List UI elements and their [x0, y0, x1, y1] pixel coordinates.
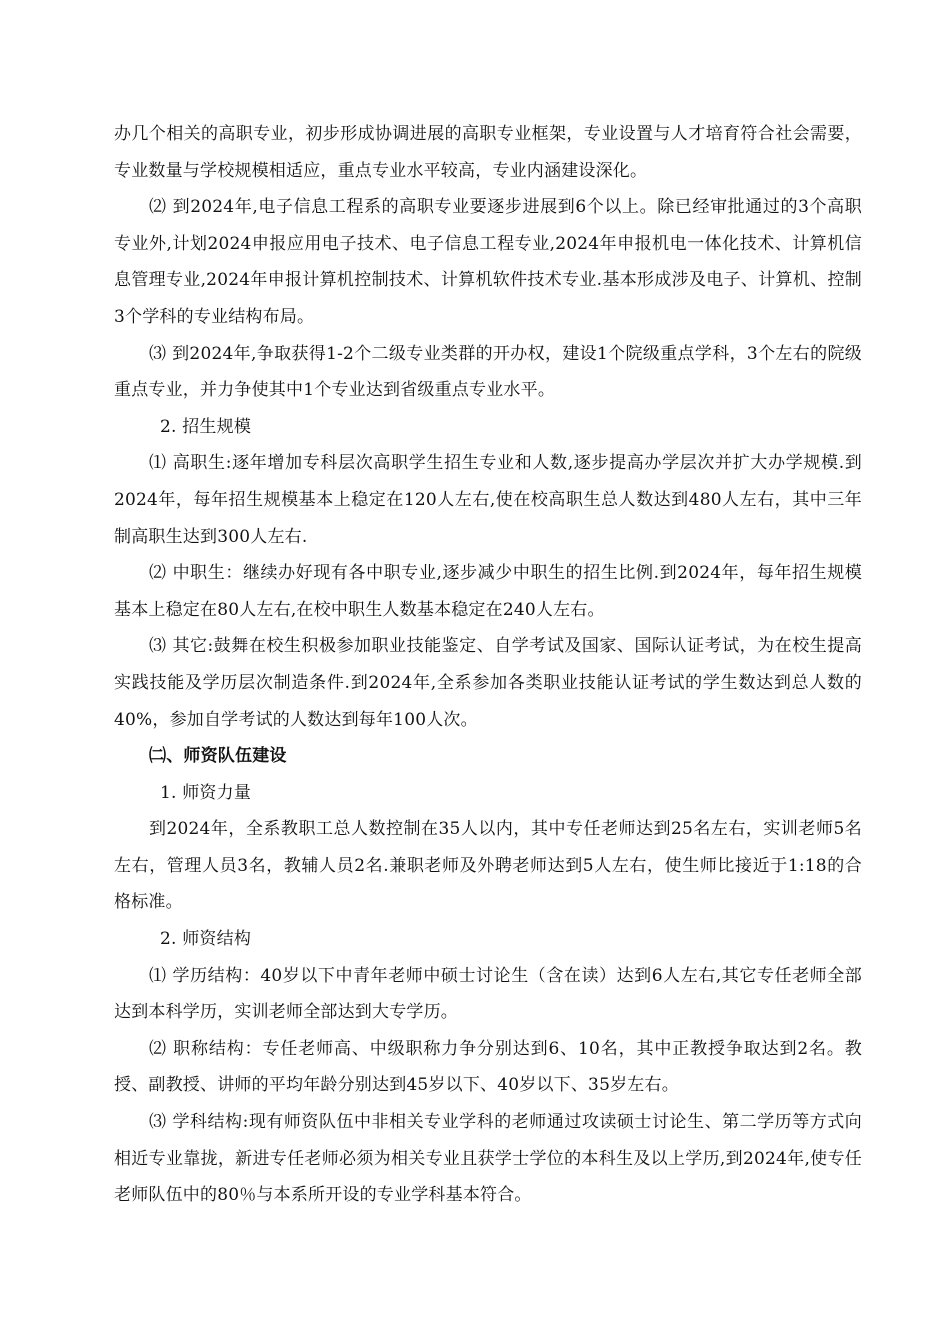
paragraph-other: ⑶ 其它:鼓舞在校生积极参加职业技能鉴定、自学考试及国家、国际认证考试，为在校生提高实践技能及学历层次制造条件.到2024年,全系参加各类职业技能认证考试的学生数达到总人数的40%，参加自学考试的人数达到每年100人次。: [114, 636, 862, 730]
paragraph-item-3: ⑶ 到2024年,争取获得1-2个二级专业类群的开办权，建设1个院级重点学科，3个左右的院级重点专业，并力争使其中1个专业达到省级重点专业水平。: [114, 343, 862, 401]
paragraph-discipline-structure: ⑶ 学科结构:现有师资队伍中非相关专业学科的老师通过攻读硕士讨论生、第二学历等方式向相近专业靠拢，新进专任老师必须为相关专业且获学士学位的本科生及以上学历,到2024年,使专任老师队伍中的80％与本系所开设的专业学科基本符合。: [114, 1112, 862, 1206]
subheading-faculty-strength: 1. 师资力量: [160, 782, 252, 803]
paragraph-education-structure: ⑴ 学历结构：40岁以下中青年老师中硕士讨论生（含在读）达到6人左右,其它专任老师全部达到本科学历，实训老师全部达到大专学历。: [114, 965, 862, 1023]
subheading-enrollment: 2. 招生规模: [160, 416, 252, 437]
paragraph-higher-vocational: ⑴ 高职生:逐年增加专科层次高职学生招生专业和人数,逐步提高办学层次并扩大办学规模.到2024年，每年招生规模基本上稳定在120人左右,使在校高职生总人数达到480人左右，其中三年制高职生达到300人左右.: [114, 453, 862, 547]
paragraph-secondary-vocational: ⑵ 中职生：继续办好现有各中职专业,逐步减少中职生的招生比例.到2024年，每年招生规模基本上稳定在80人左右,在校中职生人数基本稳定在240人左右。: [114, 563, 862, 620]
paragraph-title-structure: ⑵ 职称结构：专任老师高、中级职称力争分别达到6、10名，其中正教授争取达到2名。教授、副教授、讲师的平均年龄分别达到45岁以下、40岁以下、35岁左右。: [114, 1038, 862, 1096]
paragraph-continuation: 办几个相关的高职专业，初步形成协调进展的高职专业框架，专业设置与人才培育符合社会需要，专业数量与学校规模相适应，重点专业水平较高，专业内涵建设深化。: [114, 124, 862, 181]
document-body: [114, 116, 862, 1214]
section-heading-faculty: ㈡、师资队伍建设: [149, 746, 287, 767]
subheading-faculty-structure: 2. 师资结构: [160, 929, 252, 950]
paragraph-item-2: ⑵ 到2024年,电子信息工程系的高职专业要逐步进展到6个以上。除已经审批通过的3个高职专业外,计划2024申报应用电子技术、电子信息工程专业,2024年申报机电一体化技术、计算机信息管理专业,2024年申报计算机控制技术、计算机软件技术专业.基本形成涉及电子、计算机、控制3个学科的专业结构布局。: [114, 197, 862, 327]
paragraph-faculty-strength: 到2024年，全系教职工总人数控制在35人以内，其中专任老师达到25名左右，实训老师5名左右，管理人员3名，教辅人员2名.兼职老师及外聘老师达到5人左右，使生师比接近于1:18的合格标准。: [114, 819, 862, 913]
